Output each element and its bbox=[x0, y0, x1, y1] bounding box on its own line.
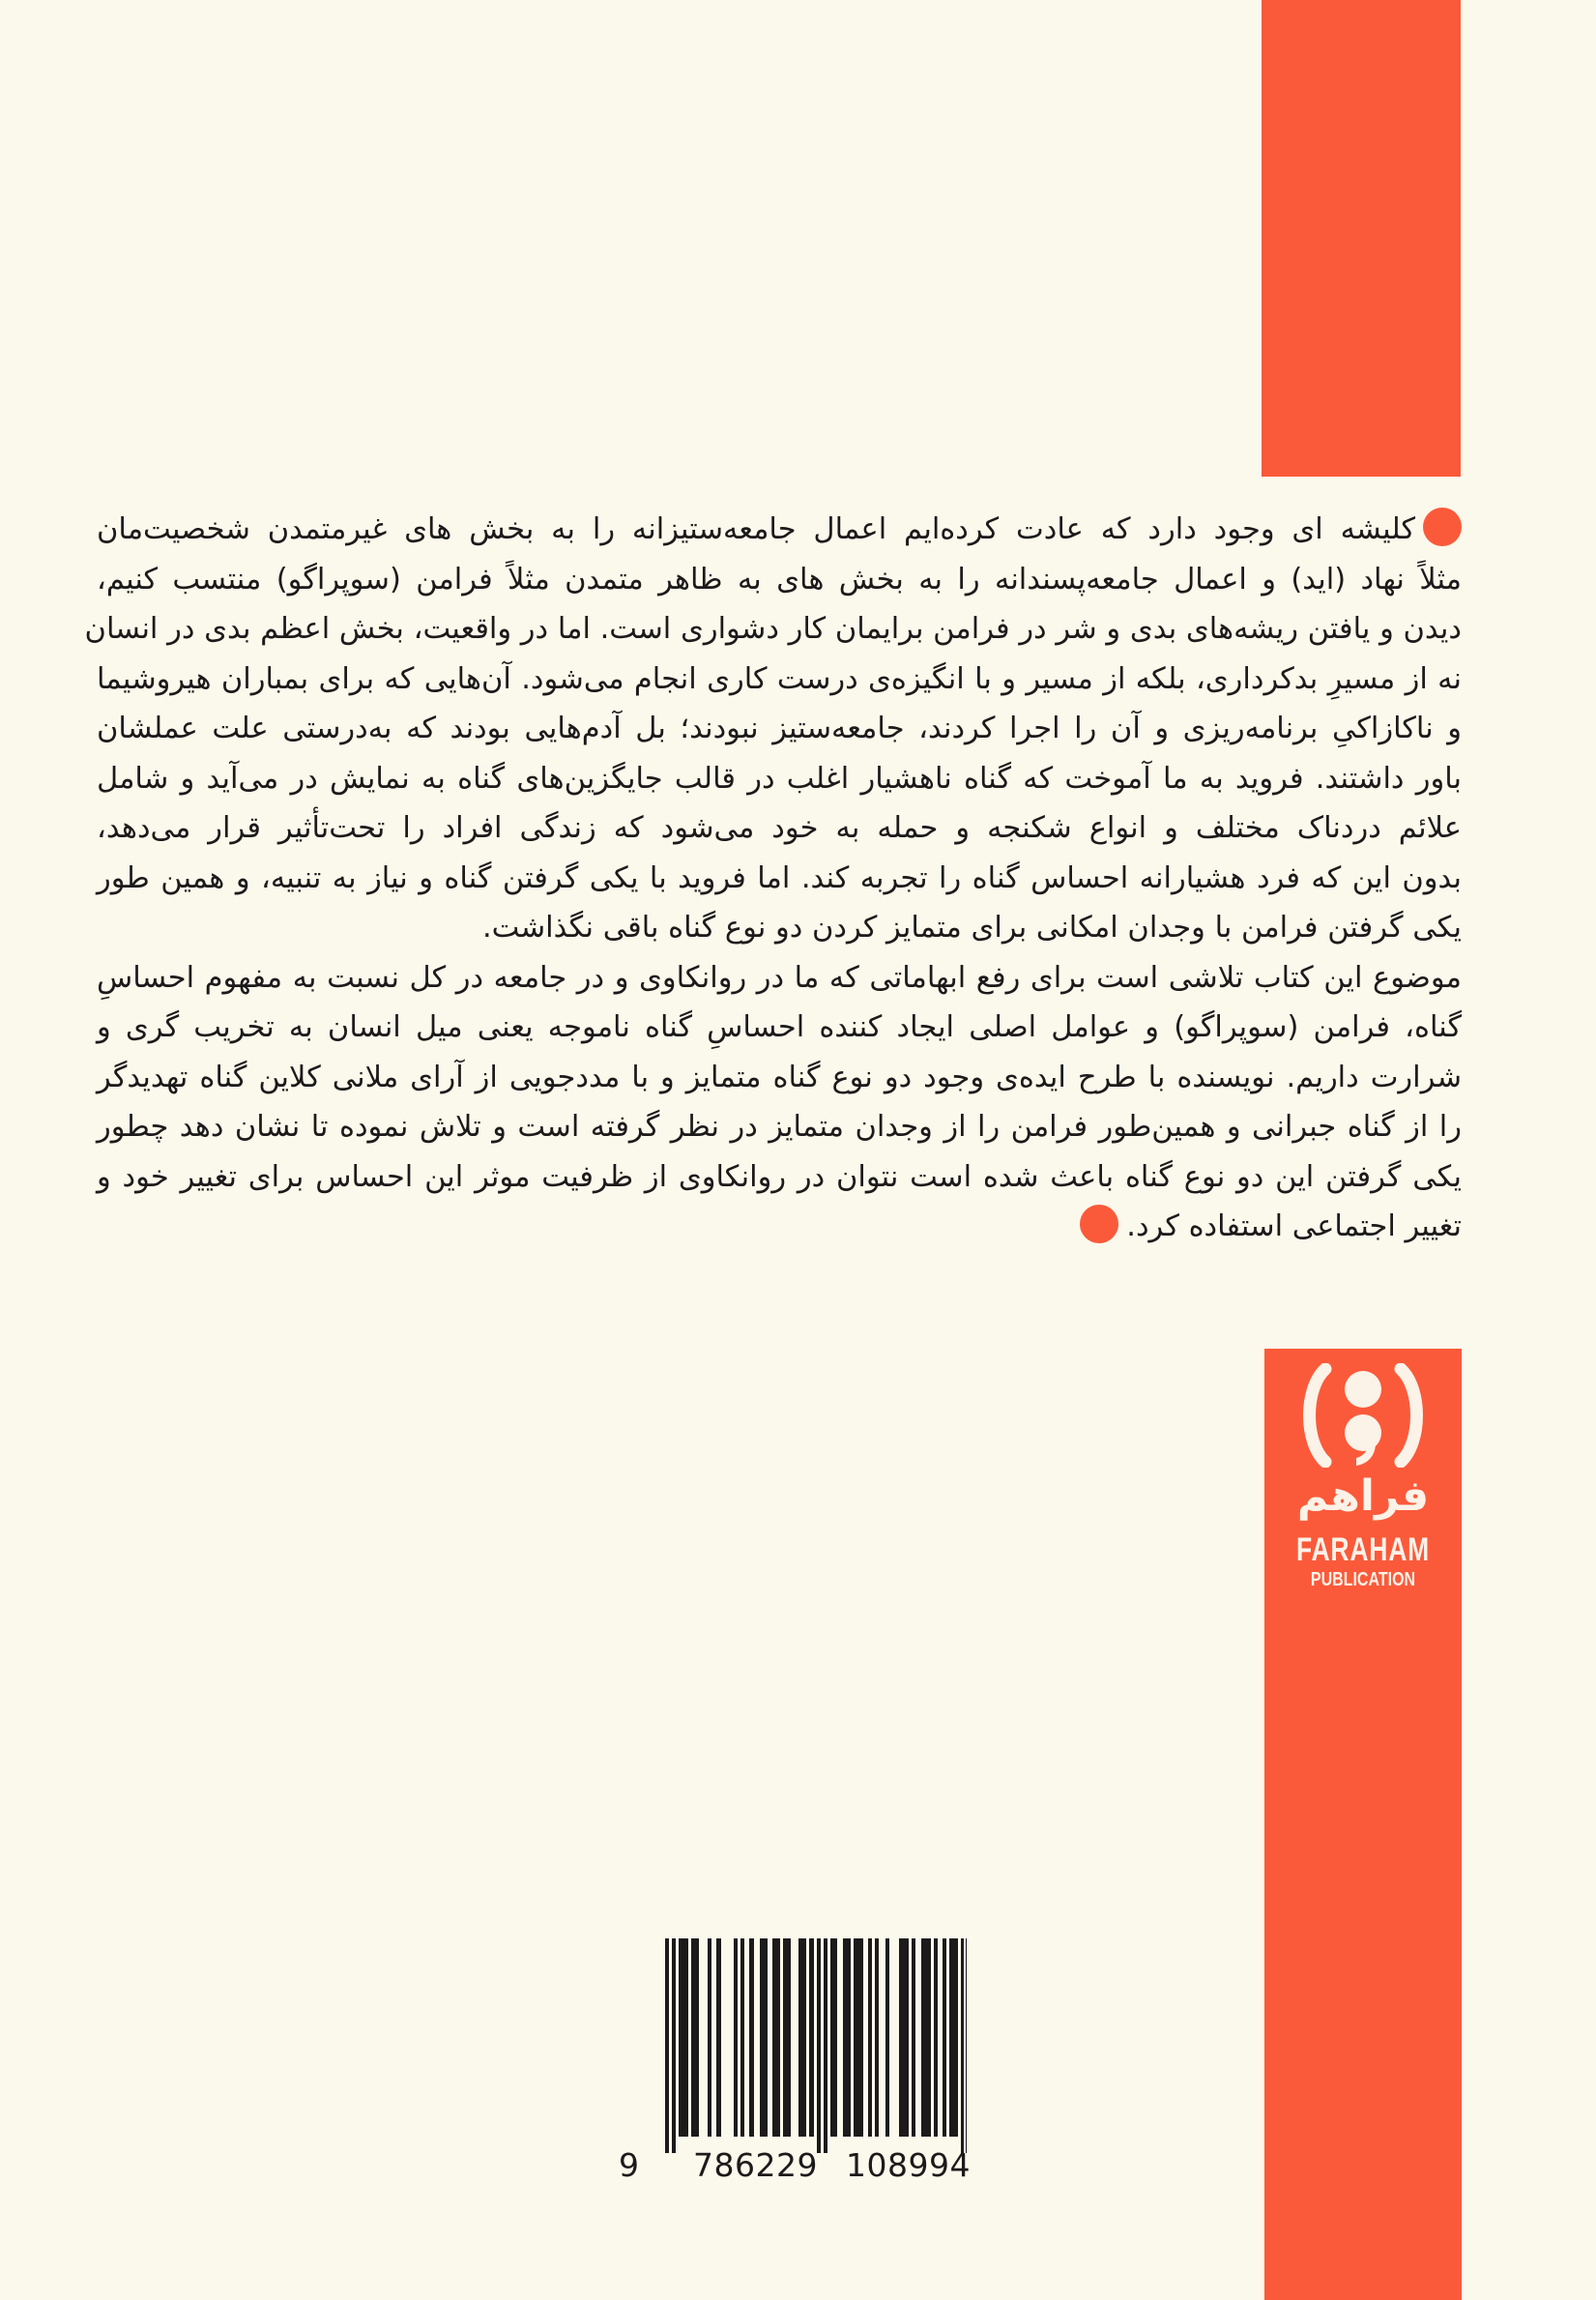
blurb-paragraph-2 bbox=[97, 953, 1462, 1252]
blurb-paragraph-1 bbox=[84, 505, 1462, 953]
publisher-name-en: FARAHAM bbox=[1295, 1531, 1431, 1568]
isbn-barcode bbox=[619, 1938, 971, 2190]
isbn-left-group: 786229 bbox=[693, 2146, 818, 2184]
blurb-line: موضوع این کتاب تلاشی است برای رفع ابهاماتی که ما در روانکاوی و در جامعه در کل نسبت به مفهوم احساسِ bbox=[97, 960, 1462, 995]
isbn-first-digit: 9 bbox=[619, 2146, 639, 2184]
publisher-name-fa: فراهم bbox=[1296, 1471, 1430, 1521]
blurb-line: باور داشتند. فروید به ما آموخت که گناه ناهشیار اغلب در قالب جایگزین‌های گناه به نمایش در می‌آید و شامل bbox=[97, 761, 1462, 796]
blurb-line: علائم دردناک مختلف و انواع شکنجه و حمله به خود می‌شود که زندگی افراد را تحت‌تأثیر قرار می‌دهد، bbox=[97, 811, 1462, 845]
barcode-bars-icon bbox=[619, 1938, 967, 2156]
blurb-line: تغییر اجتماعی استفاده کرد. bbox=[97, 1202, 1462, 1252]
blurb-line: گناه، فرامن (سوپراگو) و عوامل اصلی ایجاد کننده احساسِ گناه ناموجه یعنی میل انسان به تخریب گری و bbox=[97, 1010, 1462, 1044]
blurb-line: کلیشه ای وجود دارد که عادت کرده‌ایم اعمال جامعه‌ستیزانه را به بخش های غیرمتمدن شخصیت‌مان bbox=[97, 505, 1462, 555]
back-cover-blurb bbox=[84, 505, 1462, 1252]
quotation-circle-logo-icon bbox=[1298, 1363, 1428, 1468]
blurb-line: مثلاً نهاد (اید) و اعمال جامعه‌پسندانه را به بخش های به ظاهر متمدن مثلاً فرامن (سوپراگو) منتسب کنیم، bbox=[97, 562, 1462, 597]
blurb-line: یکی گرفتن این دو نوع گناه باعث شده است نتوان در روانکاوی از ظرفیت موثر این احساس برای تغییر خود و bbox=[97, 1159, 1462, 1194]
blurb-line: دیدن و یافتن ریشه‌های بدی و شر در فرامن برایمان کار دشواری است. اما در واقعیت، بخش اعظم بدی در انسان bbox=[84, 612, 1462, 646]
blurb-line: یکی گرفتن فرامن با وجدان امکانی برای متمایز کردن دو نوع گناه باقی نگذاشت. bbox=[481, 911, 1462, 945]
publisher-subtitle: PUBLICATION bbox=[1310, 1569, 1416, 1590]
isbn-right-group: 108994 bbox=[846, 2146, 971, 2184]
blurb-line: شرارت داریم. نویسنده با طرح ایده‌ی وجود دو نوع گناه متمایز و با مددجویی از آرای ملانی کلاین گناه تهدیدگر bbox=[97, 1060, 1462, 1094]
bullet-dot-icon bbox=[1423, 508, 1462, 546]
publisher-logo bbox=[1264, 1349, 1462, 1610]
blurb-line: نه از مسیرِ بدکرداری، بلکه از مسیر و با انگیزه‌ی درست کاری انجام می‌شود. آن‌هایی که برای بمباران هیروشیما bbox=[97, 661, 1462, 696]
top-accent-band bbox=[1262, 0, 1461, 477]
isbn-digits bbox=[619, 2146, 971, 2185]
blurb-line: و ناکازاکیِ برنامه‌ریزی و آن را اجرا کردند، جامعه‌ستیز نبودند؛ بل آدم‌هایی بودند که به‌درستی علت عملشان bbox=[97, 712, 1462, 745]
blurb-line: بدون این که فرد هشیارانه احساس گناه را تجربه کند. اما فروید با یکی گرفتن گناه و نیاز به تنبیه، و همین طور bbox=[97, 860, 1462, 895]
blurb-line: را از گناه جبرانی و همین‌طور فرامن را از وجدان متمایز در نظر گرفته است و تلاش نموده تا نشان دهد چطور bbox=[97, 1110, 1462, 1144]
end-dot-icon bbox=[1080, 1205, 1118, 1243]
